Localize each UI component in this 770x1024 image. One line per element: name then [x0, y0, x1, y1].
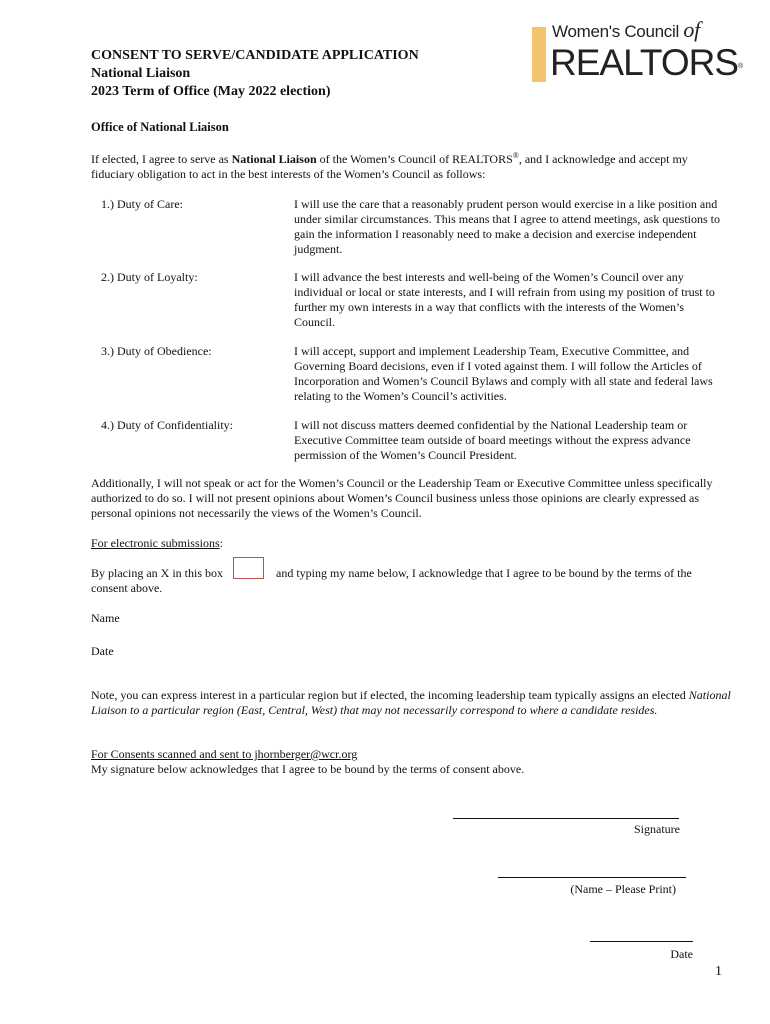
checkbox-text-continuation: consent above.: [91, 581, 163, 595]
date-label: Date: [670, 947, 693, 961]
role-name: National Liaison: [231, 152, 317, 166]
date-line[interactable]: [590, 941, 693, 942]
logo-line1: Women's Council of: [552, 17, 700, 42]
name-print-line[interactable]: [498, 877, 686, 878]
name-field-label: Name: [91, 611, 120, 625]
duty-label: 4.) Duty of Confidentiality:: [101, 418, 233, 432]
duty-description: I will accept, support and implement Leadership Team, Executive Committee, and Governing Board decisions, even if I voted against them. I will follow the Articles of Incorporation and Women’s Council Bylaws and comply with all state and federal laws relating to the Women’s Council’s activities.: [294, 344, 713, 403]
electronic-heading: For electronic submissions:: [91, 536, 223, 550]
signature-line[interactable]: [453, 818, 679, 819]
document-header: [91, 47, 419, 101]
intro-paragraph: If elected, I agree to serve as National Liaison of the Women’s Council of REALTORS®, and I acknowledge and accept my fiduciary obligation to act in the best interests of the Women’s Council as follows:: [91, 151, 688, 181]
duty-description: I will not discuss matters deemed confidential by the National Leadership team or Executive Committee team outside of board meetings without the express advance permission of the Women’s Council President.: [294, 418, 691, 462]
date-field-label: Date: [91, 644, 114, 658]
term-title: 2023 Term of Office (May 2022 election): [91, 84, 331, 99]
scanned-text: My signature below acknowledges that I agree to be bound by the terms of consent above.: [91, 762, 525, 776]
logo-bar: [532, 27, 546, 82]
scanned-heading: For Consents scanned and sent to jhornberger@wcr.org: [91, 747, 358, 761]
duty-label: 2.) Duty of Loyalty:: [101, 270, 198, 284]
region-note: Note, you can express interest in a particular region but if elected, the incoming leadership team typically assigns an elected National Liaison to a particular region (East, Central, West) that may not necessarily correspond to where a candidate resides.: [91, 688, 731, 717]
scanned-section: [91, 747, 731, 777]
duty-description: I will advance the best interests and well-being of the Women’s Council over any individual or local or state interests, and I will refrain from using my position of trust to further my own interests in a way that conflicts with the interests of the Women’s Council.: [294, 270, 715, 329]
duty-description: I will use the care that a reasonably prudent person would exercise in a like position and under similar circumstances. This means that I agree to attend meetings, ask questions to gain the information I reasonably need to make a decision and exercise independent judgment.: [294, 197, 720, 256]
signature-label: Signature: [634, 822, 680, 836]
additionally-paragraph: Additionally, I will not speak or act for the Women’s Council or the Leadership Team or Executive Committee unless specifically authorized to do so. I will not present opinions about Women’s Council business unless those opinions are clearly expressed as personal opinions not necessarily the views of the Women’s Council.: [91, 476, 713, 520]
document-title: CONSENT TO SERVE/CANDIDATE APPLICATION: [91, 48, 419, 63]
name-print-label: (Name – Please Print): [570, 882, 676, 896]
duty-label: 1.) Duty of Care:: [101, 197, 183, 211]
position-title: National Liaison: [91, 66, 191, 81]
section-title: Office of National Liaison: [91, 120, 229, 134]
logo-line2: REALTORS®: [550, 42, 743, 83]
checkbox-text-after: and typing my name below, I acknowledge that I agree to be bound by the terms of the: [276, 566, 692, 580]
consent-checkbox[interactable]: [233, 557, 264, 579]
page-number: 1: [715, 964, 722, 979]
wcr-logo: [532, 17, 743, 84]
duty-label: 3.) Duty of Obedience:: [101, 344, 212, 358]
checkbox-text-before: By placing an X in this box: [91, 566, 223, 580]
